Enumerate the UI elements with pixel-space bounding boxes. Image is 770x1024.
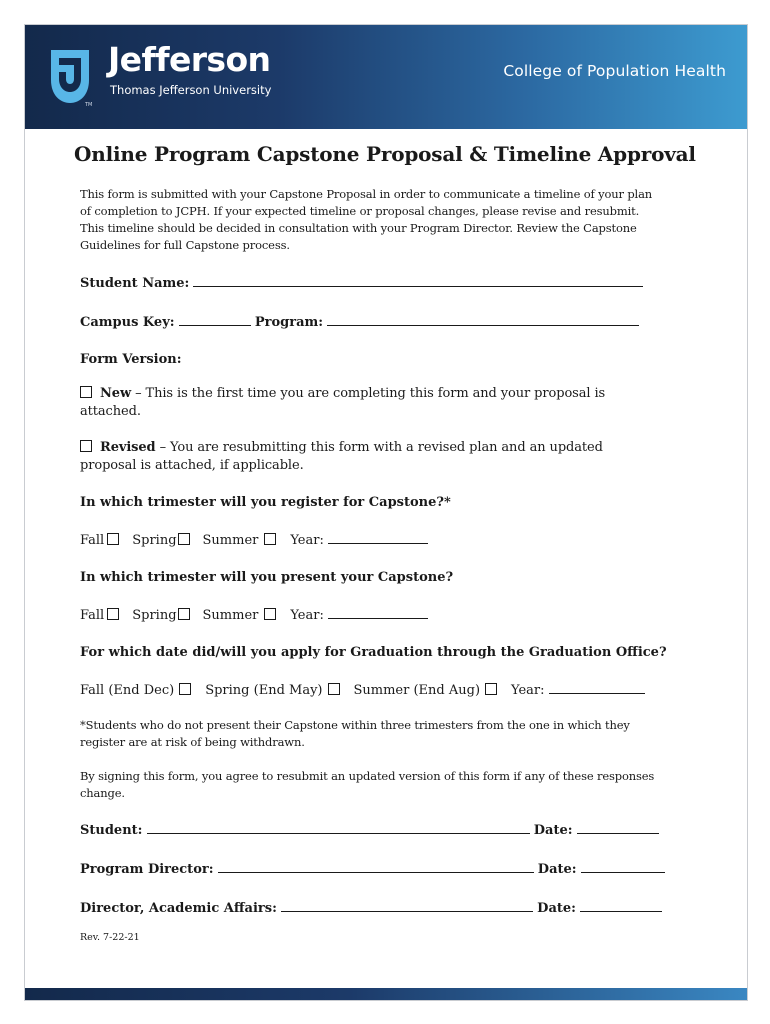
grad-fall-checkbox[interactable]: [179, 683, 191, 695]
students-note: *Students who do not present their Capstone within three trimesters from the one in which they register are at risk of being withdrawn.: [80, 718, 630, 749]
register-summer-checkbox[interactable]: [264, 533, 276, 545]
academic-signature-field[interactable]: [281, 897, 533, 912]
student-signature-field[interactable]: [147, 819, 530, 834]
register-spring-checkbox[interactable]: [178, 533, 190, 545]
register-fall-label: Fall: [80, 533, 105, 548]
form-version-label: Form Version:: [80, 352, 182, 367]
register-spring-label: Spring: [132, 533, 177, 548]
jefferson-shield-logo: [45, 46, 95, 106]
campus-key-label: Campus Key:: [80, 315, 175, 330]
campus-key-field[interactable]: [179, 311, 251, 326]
register-question: In which trimester will you register for Capstone?*: [80, 495, 451, 510]
form-content: [74, 142, 696, 943]
footer-bar: [25, 988, 747, 1000]
register-summer-label: Summer: [202, 533, 259, 548]
academic-signature-label: Director, Academic Affairs:: [80, 901, 277, 916]
student-name-row: [80, 272, 660, 293]
director-signature-label: Program Director:: [80, 862, 214, 877]
letterhead-banner: [25, 25, 747, 129]
present-fall-checkbox[interactable]: [107, 608, 119, 620]
new-option: [80, 385, 660, 421]
revised-option: [80, 439, 660, 475]
director-date-label: Date:: [537, 862, 577, 877]
new-checkbox[interactable]: [80, 386, 92, 398]
present-spring-label: Spring: [132, 608, 177, 623]
grad-year-label: Year:: [511, 683, 545, 698]
brand-name: Jefferson: [108, 40, 271, 79]
program-field[interactable]: [327, 311, 639, 326]
student-name-label: Student Name:: [80, 276, 190, 291]
academic-date-field[interactable]: [580, 897, 662, 912]
grad-spring-checkbox[interactable]: [328, 683, 340, 695]
revised-checkbox[interactable]: [80, 440, 92, 452]
new-label: New: [100, 386, 132, 401]
revised-description: – You are resubmitting this form with a revised plan and an updated proposal is attached, if applicable.: [80, 440, 603, 473]
student-date-field[interactable]: [577, 819, 659, 834]
program-label: Program:: [254, 315, 324, 330]
revised-label: Revised: [100, 440, 156, 455]
director-date-field[interactable]: [581, 858, 665, 873]
student-signature-row: [80, 819, 660, 840]
present-fall-label: Fall: [80, 608, 105, 623]
student-date-label: Date:: [533, 823, 573, 838]
academic-signature-row: [80, 897, 660, 918]
trademark-mark: TM: [85, 102, 93, 108]
academic-date-label: Date:: [537, 901, 576, 916]
graduation-options-row: [80, 679, 660, 700]
grad-summer-label: Summer (End Aug): [353, 683, 481, 698]
present-question: In which trimester will you present your Capstone?: [80, 570, 454, 585]
grad-year-field[interactable]: [549, 679, 645, 694]
present-year-label: Year:: [290, 608, 324, 623]
register-fall-checkbox[interactable]: [107, 533, 119, 545]
signing-note: By signing this form, you agree to resubmit an updated version of this form if any of these responses change.: [80, 769, 655, 800]
director-signature-row: [80, 858, 660, 879]
brand-subtitle: Thomas Jefferson University: [110, 83, 272, 97]
student-signature-label: Student:: [80, 823, 143, 838]
graduation-question: For which date did/will you apply for Graduation through the Graduation Office?: [80, 645, 667, 660]
present-summer-label: Summer: [202, 608, 259, 623]
revision-label: Rev. 7-22-21: [80, 932, 140, 943]
campus-program-row: [80, 311, 660, 332]
grad-spring-label: Spring (End May): [205, 683, 323, 698]
grad-summer-checkbox[interactable]: [485, 683, 497, 695]
student-name-field[interactable]: [193, 272, 643, 287]
register-year-label: Year:: [290, 533, 324, 548]
register-year-field[interactable]: [328, 529, 428, 544]
new-description: – This is the first time you are completing this form and your proposal is attached.: [80, 386, 606, 419]
register-options-row: [80, 529, 660, 550]
college-name: College of Population Health: [503, 62, 726, 80]
present-year-field[interactable]: [328, 604, 428, 619]
present-summer-checkbox[interactable]: [264, 608, 276, 620]
present-spring-checkbox[interactable]: [178, 608, 190, 620]
form-title: Online Program Capstone Proposal & Timeline Approval: [74, 142, 696, 166]
director-signature-field[interactable]: [218, 858, 534, 873]
present-options-row: [80, 604, 660, 625]
intro-paragraph: This form is submitted with your Capstone Proposal in order to communicate a timeline of your plan of completion to JCPH. If your expected timeline or proposal changes, please revise and resubmit. This timeline should be decided in consultation with your Program Director. Review the Capstone Guidelines for full Capstone process.: [80, 187, 653, 252]
grad-fall-label: Fall (End Dec): [80, 683, 175, 698]
